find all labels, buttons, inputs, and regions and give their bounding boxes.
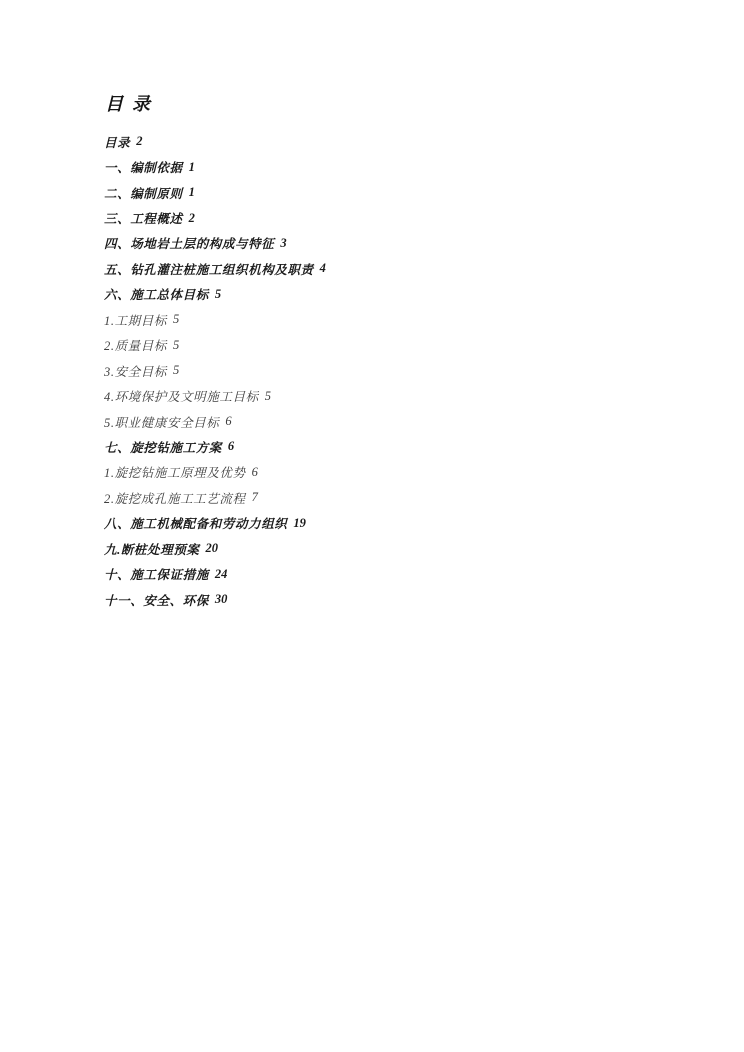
toc-entry-page-number: 5 <box>172 337 180 352</box>
toc-entry-label: 目录 <box>104 135 131 150</box>
toc-entry <box>104 536 664 561</box>
toc-entry <box>104 282 664 307</box>
toc-entry-page-number: 4 <box>319 261 326 276</box>
toc-entry-label: 六、施工总体目标 <box>104 288 209 303</box>
toc-entry-page-number: 1 <box>188 185 195 200</box>
toc-entry-label: 四、场地岩土层的构成与特征 <box>104 237 275 252</box>
toc-entry <box>104 561 664 586</box>
toc-entry-page-number: 1 <box>188 159 195 174</box>
toc-entry-label: 二、编制原则 <box>104 186 183 201</box>
toc-entry <box>104 307 664 332</box>
toc-entry-label: 八、施工机械配备和劳动力组织 <box>104 517 288 532</box>
toc-entry <box>104 460 664 485</box>
toc-entry-page-number: 24 <box>214 566 228 581</box>
toc-entry-page-number: 2 <box>188 210 195 225</box>
toc-entry <box>104 358 664 383</box>
toc-entry-label: 九.断桩处理预案 <box>104 542 200 557</box>
toc-entry <box>104 205 664 230</box>
toc-entry <box>104 511 664 536</box>
toc-entry-page-number: 20 <box>205 541 218 556</box>
toc-entry <box>104 256 664 281</box>
toc-title: 目录 <box>105 94 159 114</box>
toc-entry-label: 3.安全目标 <box>104 364 167 379</box>
toc-entry-page-number: 5 <box>172 312 180 327</box>
toc-entry-page-number: 6 <box>225 414 232 429</box>
toc-entry-label: 七、旋挖钻施工方案 <box>104 440 222 455</box>
toc-entry-label: 2.质量目标 <box>104 339 167 354</box>
toc-entry-label: 五、钻孔灌注桩施工组织机构及职责 <box>104 262 314 277</box>
toc-entry-label: 三、工程概述 <box>104 212 183 227</box>
toc-entry-page-number: 30 <box>214 592 228 607</box>
toc-entry-label: 十一、安全、环保 <box>104 593 209 608</box>
toc-entry-label: 4.环境保护及文明施工目标 <box>104 390 259 405</box>
toc-entry <box>104 129 664 154</box>
toc-entry <box>104 231 664 256</box>
toc-entry-page-number: 6 <box>251 464 258 479</box>
toc-entry-label: 5.职业健康安全目标 <box>104 415 220 430</box>
toc-entry <box>104 409 664 434</box>
toc-entry-label: 十、施工保证措施 <box>104 568 209 583</box>
toc-entry-page-number: 3 <box>280 235 287 250</box>
toc-entry-page-number: 5 <box>214 286 222 301</box>
toc-entry-page-number: 7 <box>251 490 258 505</box>
toc-entry <box>104 434 664 459</box>
toc-entry-label: 1.工期目标 <box>104 313 167 328</box>
toc-entry <box>104 485 664 510</box>
toc-entry-label: 2.旋挖成孔施工工艺流程 <box>104 491 246 506</box>
toc-list <box>104 129 664 612</box>
toc-entry-label: 一、编制依据 <box>104 161 183 176</box>
toc-entry-page-number: 6 <box>227 439 235 454</box>
toc-entry-label: 1.旋挖钻施工原理及优势 <box>104 466 246 481</box>
toc-entry <box>104 383 664 408</box>
toc-entry <box>104 180 664 205</box>
toc-entry <box>104 587 664 612</box>
toc-entry <box>104 154 664 179</box>
toc-entry-page-number: 5 <box>172 363 180 378</box>
toc-entry <box>104 333 664 358</box>
toc-entry-page-number: 5 <box>264 388 271 403</box>
toc-entry-page-number: 19 <box>293 515 306 530</box>
toc-entry-page-number: 2 <box>136 134 143 149</box>
